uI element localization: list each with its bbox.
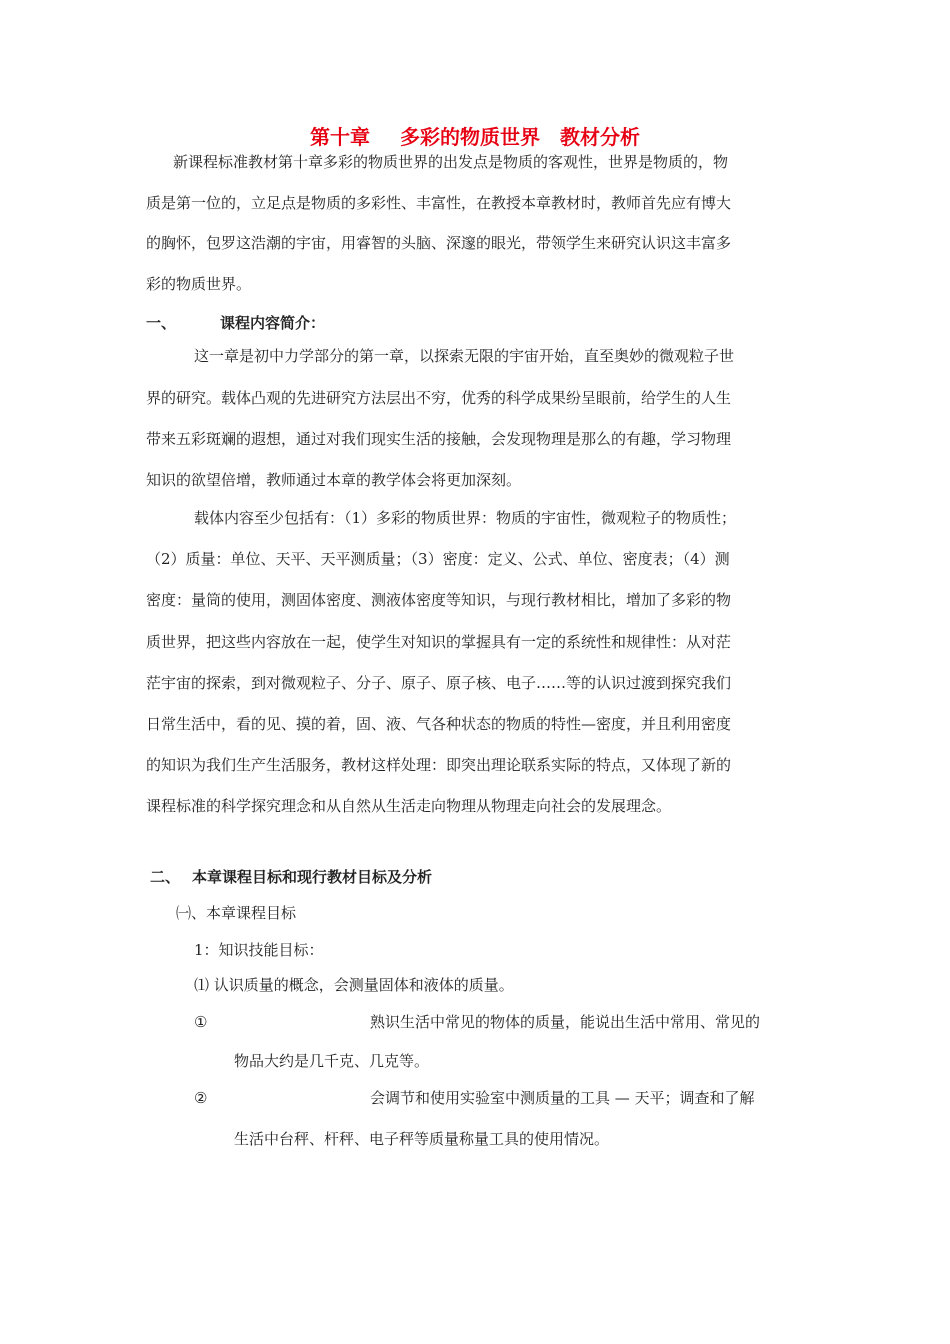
- goal-1-line-1: 熟识生活中常见的物体的质量，能说出生活中常用、常见的: [370, 1013, 761, 1031]
- document-title: [0, 124, 950, 150]
- circled-mark-1: ①: [194, 1013, 208, 1031]
- goal-2-line-1: 会调节和使用实验室中测质量的工具 — 天平；调查和了解: [370, 1089, 755, 1107]
- title-analysis: 教材分析: [560, 125, 640, 149]
- section-2-number: 二、: [150, 868, 181, 886]
- intro-line-1: 新课程标准教材第十章多彩的物质世界的出发点是物质的客观性，世界是物质的，物: [173, 153, 729, 171]
- para2-line-6: 日常生活中，看的见、摸的着，固、液、气各种状态的物质的特性—密度，并且利用密度: [146, 715, 732, 733]
- intro-line-2: 质是第一位的，立足点是物质的多彩性、丰富性，在教授本章教材时，教师首先应有博大: [146, 194, 732, 212]
- para2-line-1: 载体内容至少包括有：（1）多彩的物质世界：物质的宇宙性，微观粒子的物质性；: [194, 509, 737, 527]
- title-chapter: 第十章: [310, 125, 370, 149]
- section-2-title: 本章课程目标和现行教材目标及分析: [192, 868, 433, 886]
- intro-line-4: 彩的物质世界。: [146, 275, 252, 293]
- para1-line-2: 界的研究。载体凸观的先进研究方法层出不穷，优秀的科学成果纷呈眼前，给学生的人生: [146, 389, 732, 407]
- knowledge-skill-goal: 1：知识技能目标：: [194, 941, 324, 959]
- title-topic: 多彩的物质世界: [400, 125, 540, 149]
- para1-line-1: 这一章是初中力学部分的第一章，以探索无限的宇宙开始，直至奥妙的微观粒子世: [194, 347, 735, 365]
- subsection-1: ㈠、本章课程目标: [176, 904, 297, 922]
- goal-2-line-2: 生活中台秤、杆秤、电子秤等质量称量工具的使用情况。: [234, 1130, 610, 1148]
- circled-mark-2: ②: [194, 1089, 208, 1107]
- para2-line-3: 密度：量筒的使用，测固体密度、测液体密度等知识，与现行教材相比，增加了多彩的物: [146, 591, 732, 609]
- section-1-number: 一、: [146, 314, 177, 332]
- para2-line-2: （2）质量：单位、天平、天平测质量；（3）密度：定义、公式、单位、密度表；（4）测: [146, 550, 730, 568]
- section-1-title: 课程内容简介：: [220, 314, 326, 332]
- para1-line-3: 带来五彩斑斓的遐想，通过对我们现实生活的接触，会发现物理是那么的有趣，学习物理: [146, 430, 732, 448]
- para2-line-8: 课程标准的科学探究理念和从自然从生活走向物理从物理走向社会的发展理念。: [146, 797, 672, 815]
- para1-line-4: 知识的欲望倍增，教师通过本章的教学体会将更加深刻。: [146, 471, 522, 489]
- para2-line-4: 质世界，把这些内容放在一起，使学生对知识的掌握具有一定的系统性和规律性：从对茫: [146, 633, 732, 651]
- para2-line-7: 的知识为我们生产生活服务，教材这样处理：即突出理论联系实际的特点，又体现了新的: [146, 756, 732, 774]
- para2-line-5: 茫宇宙的探索，到对微观粒子、分子、原子、原子核、电子……等的认识过渡到探究我们: [146, 674, 732, 692]
- intro-line-3: 的胸怀，包罗这浩潮的宇宙，用睿智的头脑、深邃的眼光，带领学生来研究认识这丰富多: [146, 234, 732, 252]
- goal-item-1: ⑴ 认识质量的概念，会测量固体和液体的质量。: [194, 976, 514, 994]
- goal-1-line-2: 物品大约是几千克、几克等。: [234, 1052, 430, 1070]
